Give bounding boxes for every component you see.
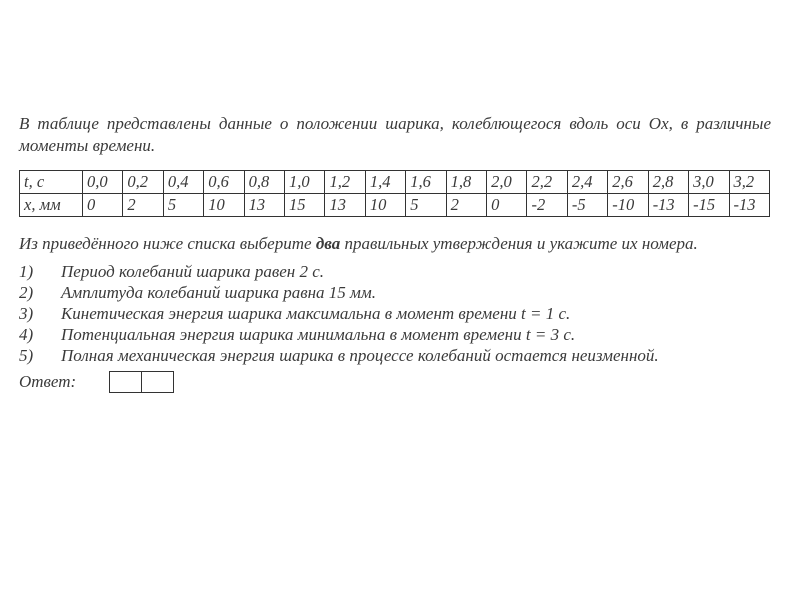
table-cell-time: 0,6 (204, 171, 244, 194)
table-cell-position: -2 (527, 194, 567, 217)
table-cell-time: 1,6 (406, 171, 446, 194)
table-cell-position: 0 (487, 194, 527, 217)
table-cell-time: 3,2 (729, 171, 770, 194)
table-cell-time: 2,0 (487, 171, 527, 194)
table-cell-position: -13 (648, 194, 688, 217)
table-cell-position: -13 (729, 194, 770, 217)
answer-boxes (109, 371, 174, 393)
answer-box-1[interactable] (110, 372, 141, 392)
option-text: Амплитуда колебаний шарика равна 15 мм. (61, 283, 376, 302)
option-number: 4) (19, 325, 34, 344)
table-cell-time: 1,4 (365, 171, 405, 194)
table-cell-time: 1,8 (446, 171, 486, 194)
table-cell-position: 10 (365, 194, 405, 217)
task-document (19, 113, 771, 393)
options-list (19, 261, 771, 366)
table-cell-position: -10 (608, 194, 648, 217)
table-cell-position: 5 (406, 194, 446, 217)
table-cell-position: -5 (567, 194, 607, 217)
option-number: 3) (19, 304, 34, 323)
table-cell-time: 0,2 (123, 171, 163, 194)
option-text: Кинетическая энергия шарика максимальна в момент времени t = 1 с. (61, 304, 571, 323)
intro-text: В таблице представлены данные о положении шарика, колеблющегося вдоль оси Ox, в различные моменты времени. (19, 114, 771, 155)
question-text-bold: два (315, 234, 341, 253)
question-text-after: правильных утверждения и укажите их номера. (340, 234, 698, 253)
answer-row (19, 371, 771, 393)
table-row-time (20, 171, 770, 194)
table-cell-time: 0,0 (83, 171, 123, 194)
option-item (19, 303, 771, 324)
answer-box-2[interactable] (141, 372, 173, 392)
table-cell-position: -15 (689, 194, 729, 217)
table-cell-position: 2 (123, 194, 163, 217)
option-text: Потенциальная энергия шарика минимальна в момент времени t = 3 с. (61, 325, 576, 344)
table-cell-position: 2 (446, 194, 486, 217)
table-cell-time: 2,4 (567, 171, 607, 194)
question-text-before: Из приведённого ниже списка выберите (19, 234, 316, 253)
option-item (19, 345, 771, 366)
table-cell-time: 1,2 (325, 171, 365, 194)
option-item (19, 261, 771, 282)
table-header-time: t, c (20, 171, 83, 194)
table-cell-time: 1,0 (285, 171, 325, 194)
option-number: 5) (19, 346, 34, 365)
table-row-position (20, 194, 770, 217)
question-text (19, 233, 771, 255)
table-cell-time: 3,0 (689, 171, 729, 194)
option-text: Период колебаний шарика равен 2 с. (61, 262, 324, 281)
table-cell-position: 15 (285, 194, 325, 217)
answer-label: Ответ: (19, 372, 77, 391)
option-item (19, 282, 771, 303)
table-cell-position: 10 (204, 194, 244, 217)
table-cell-position: 5 (163, 194, 203, 217)
table-cell-time: 2,6 (608, 171, 648, 194)
option-number: 1) (19, 262, 34, 281)
table-cell-time: 2,8 (648, 171, 688, 194)
table-cell-time: 2,2 (527, 171, 567, 194)
option-item (19, 324, 771, 345)
table-cell-time: 0,4 (163, 171, 203, 194)
option-number: 2) (19, 283, 34, 302)
table-cell-position: 13 (244, 194, 284, 217)
table-cell-position: 13 (325, 194, 365, 217)
table-cell-time: 0,8 (244, 171, 284, 194)
table-cell-position: 0 (83, 194, 123, 217)
table-header-position: x, мм (20, 194, 83, 217)
option-text: Полная механическая энергия шарика в процессе колебаний остается неизменной. (61, 346, 659, 365)
data-table (19, 170, 770, 217)
